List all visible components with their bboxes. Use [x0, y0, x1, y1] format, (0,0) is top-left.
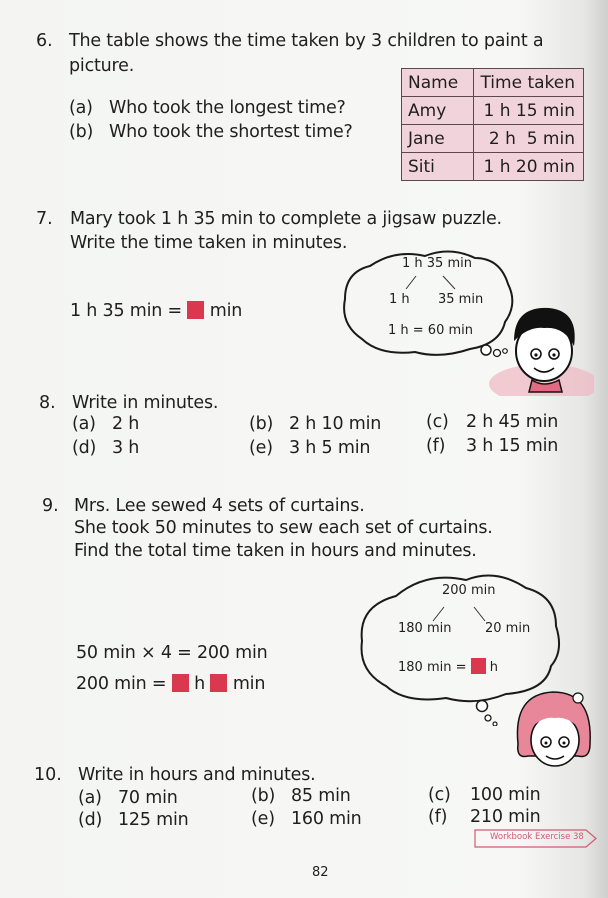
table-row	[402, 97, 584, 125]
equation-unit-minutes: min	[232, 674, 266, 694]
part-text: Who took the shortest time?	[109, 122, 353, 142]
part-label: (a)	[78, 788, 102, 808]
table-row	[402, 153, 584, 181]
part-label: (a)	[69, 98, 93, 118]
girl-illustration	[508, 684, 598, 784]
part-text: 3 h 15 min	[466, 436, 559, 456]
question-text: Write in hours and minutes.	[78, 765, 316, 785]
table-row	[402, 125, 584, 153]
workbook-exercise-link[interactable]	[474, 829, 596, 847]
equation-unit: min	[209, 301, 243, 321]
part-text: 210 min	[470, 807, 541, 827]
table-cell-name: Amy	[402, 97, 474, 125]
question-text: Write the time taken in minutes.	[70, 233, 348, 253]
bubble-left: 180 min	[398, 621, 452, 636]
girl-face-icon	[508, 684, 598, 784]
bubble-top: 200 min	[442, 583, 496, 598]
part-text: 3 h	[112, 438, 140, 458]
part-text: 160 min	[291, 809, 362, 829]
bubble-bottom-unit: h	[489, 660, 499, 675]
workbook-exercise-label: Workbook Exercise 38	[490, 832, 584, 842]
answer-box[interactable]	[471, 658, 486, 674]
question-text: Find the total time taken in hours and minutes.	[74, 541, 477, 561]
bubble-right: 35 min	[438, 292, 484, 307]
boy-face-icon	[484, 296, 594, 396]
bubble-left: 1 h	[389, 292, 410, 307]
answer-box-hours[interactable]	[172, 674, 189, 692]
question-number: 8.	[39, 393, 56, 413]
table-cell-time: 1 h 20 min	[474, 153, 584, 181]
part-label: (d)	[78, 810, 103, 830]
question-text: Write in minutes.	[72, 393, 219, 413]
equation-line: 50 min × 4 = 200 min	[76, 643, 268, 663]
question-text: Mrs. Lee sewed 4 sets of curtains.	[74, 496, 365, 516]
part-label: (e)	[251, 809, 275, 829]
part-label: (e)	[249, 438, 273, 458]
bubble-top: 1 h 35 min	[402, 256, 472, 271]
boy-illustration	[484, 296, 594, 396]
question-text: Mary took 1 h 35 min to complete a jigsaw puzzle.	[70, 209, 502, 229]
question-text: picture.	[69, 56, 135, 76]
table-cell-time: 2 h 5 min	[474, 125, 584, 153]
part-text: 2 h	[112, 414, 140, 434]
time-table	[401, 68, 584, 181]
answer-box[interactable]	[187, 301, 204, 319]
part-label: (f)	[426, 436, 446, 456]
question-number: 6.	[36, 31, 53, 51]
part-text: 2 h 45 min	[466, 412, 559, 432]
bubble-bottom: 1 h = 60 min	[388, 323, 473, 338]
equation-left: 1 h 35 min =	[70, 301, 183, 321]
part-text: Who took the longest time?	[109, 98, 346, 118]
bubble-right: 20 min	[485, 621, 531, 636]
question-text: The table shows the time taken by 3 children to paint a	[69, 31, 544, 51]
bubble-bottom-left: 180 min =	[398, 660, 467, 675]
page-number: 82	[312, 865, 329, 880]
part-text: 2 h 10 min	[289, 414, 382, 434]
bubble-bottom	[398, 658, 498, 675]
part-label: (b)	[69, 122, 94, 142]
equation-left: 200 min =	[76, 674, 167, 694]
part-label: (c)	[428, 785, 451, 805]
part-label: (c)	[426, 412, 449, 432]
table-cell-name: Jane	[402, 125, 474, 153]
part-label: (b)	[249, 414, 274, 434]
part-label: (f)	[428, 807, 448, 827]
table-cell-name: Siti	[402, 153, 474, 181]
part-label: (b)	[251, 786, 276, 806]
part-label: (a)	[72, 414, 96, 434]
question-text: She took 50 minutes to sew each set of curtains.	[74, 518, 493, 538]
table-header: Name	[402, 69, 474, 97]
part-text: 3 h 5 min	[289, 438, 371, 458]
table-cell-time: 1 h 15 min	[474, 97, 584, 125]
part-text: 70 min	[118, 788, 178, 808]
equation-line	[70, 301, 242, 321]
question-number: 10.	[34, 765, 62, 785]
equation-unit-hours: h	[194, 674, 206, 694]
part-label: (d)	[72, 438, 97, 458]
part-text: 85 min	[291, 786, 351, 806]
part-text: 100 min	[470, 785, 541, 805]
table-header-row	[402, 69, 584, 97]
part-text: 125 min	[118, 810, 189, 830]
table-header: Time taken	[474, 69, 584, 97]
question-number: 7.	[36, 209, 53, 229]
answer-box-minutes[interactable]	[210, 674, 227, 692]
question-number: 9.	[42, 496, 59, 516]
equation-line	[76, 674, 265, 694]
